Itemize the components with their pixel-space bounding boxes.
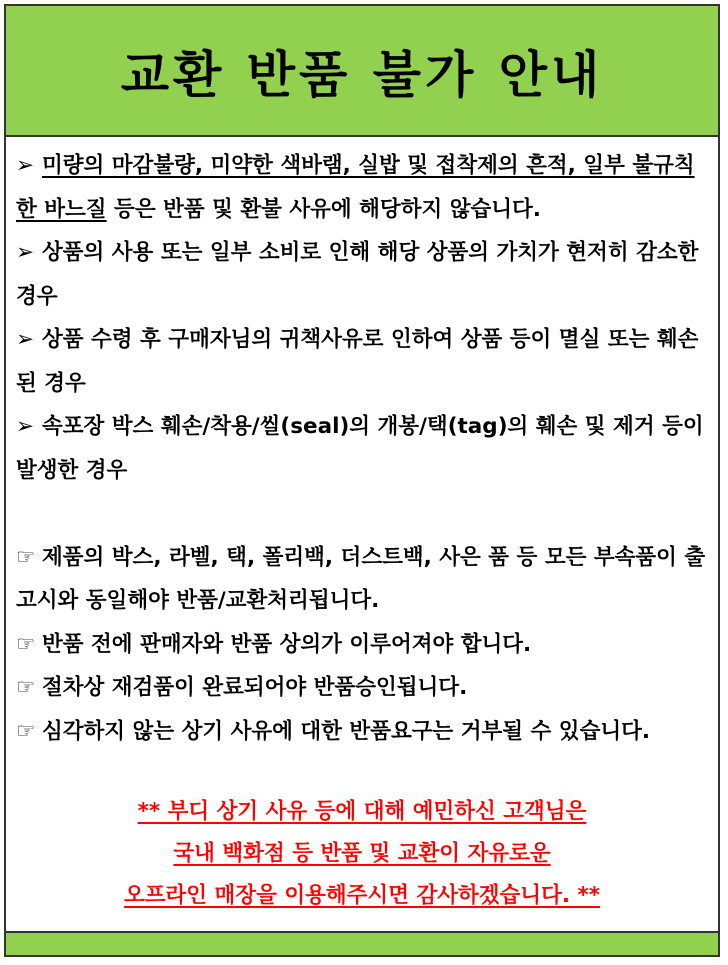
section-spacer bbox=[16, 492, 712, 536]
notice-line-1 bbox=[6, 791, 718, 833]
notice-line-2-text: 국내 백화점 등 반품 및 교환이 자유로운 bbox=[173, 841, 551, 866]
requirement-item-2 bbox=[16, 623, 712, 667]
notice-line-1-text: ** 부디 상기 사유 등에 대해 예민하신 고객님은 bbox=[137, 799, 587, 824]
condition-item-2 bbox=[16, 231, 712, 318]
condition-item-1 bbox=[16, 144, 712, 231]
notice-line-2 bbox=[6, 833, 718, 875]
requirement-item-1 bbox=[16, 536, 712, 623]
pointing-hand-icon: ☞ bbox=[16, 544, 36, 570]
notice-frame bbox=[4, 4, 720, 957]
condition-text: 속포장 박스 훼손/착용/씰(seal)의 개봉/택(tag)의 훼손 및 제거 등이 발생한 경우 bbox=[16, 414, 704, 483]
customer-notice bbox=[6, 791, 718, 917]
requirement-item-4 bbox=[16, 710, 712, 754]
condition-underlined-text: 미량의 마감불량, 미약한 색바램, 실밥 및 접착제의 흔적, 일부 불규칙한 바느질 bbox=[16, 153, 695, 222]
arrow-icon: ➢ bbox=[16, 327, 35, 352]
pointing-hand-icon: ☞ bbox=[16, 675, 36, 700]
condition-item-4 bbox=[16, 405, 712, 492]
requirement-text: 반품 전에 판매자와 반품 상의가 이루어져야 합니다. bbox=[42, 631, 532, 657]
condition-text: 상품의 사용 또는 일부 소비로 인해 해당 상품의 가치가 현저히 감소한 경우 bbox=[16, 240, 699, 309]
requirement-text: 절차상 재검품이 완료되어야 반품승인됩니다. bbox=[42, 675, 468, 700]
condition-text: 등은 반품 및 환불 사유에 해당하지 않습니다. bbox=[106, 196, 541, 222]
policy-content bbox=[16, 144, 712, 753]
arrow-icon: ➢ bbox=[16, 414, 35, 439]
title-banner bbox=[6, 6, 718, 137]
page-title: 교환 반품 불가 안내 bbox=[120, 45, 604, 104]
notice-line-3-text: 오프라인 매장을 이용해주시면 감사하겠습니다. ** bbox=[124, 883, 600, 908]
arrow-icon: ➢ bbox=[16, 153, 35, 178]
arrow-icon: ➢ bbox=[16, 240, 35, 265]
condition-text: 상품 수령 후 구매자님의 귀책사유로 인하여 상품 등이 멸실 또는 훼손된 경우 bbox=[16, 327, 699, 396]
footer-bar bbox=[6, 931, 718, 955]
requirement-item-3 bbox=[16, 666, 712, 710]
requirement-text: 제품의 박스, 라벨, 택, 폴리백, 더스트백, 사은 품 등 모든 부속품이 출고시와 동일해야 반품/교환처리됩니다. bbox=[16, 544, 706, 613]
requirement-text: 심각하지 않는 상기 사유에 대한 반품요구는 거부될 수 있습니다. bbox=[42, 718, 651, 744]
notice-line-3 bbox=[6, 875, 718, 917]
condition-item-3 bbox=[16, 318, 712, 405]
pointing-hand-icon: ☞ bbox=[16, 631, 36, 657]
pointing-hand-icon: ☞ bbox=[16, 718, 36, 744]
